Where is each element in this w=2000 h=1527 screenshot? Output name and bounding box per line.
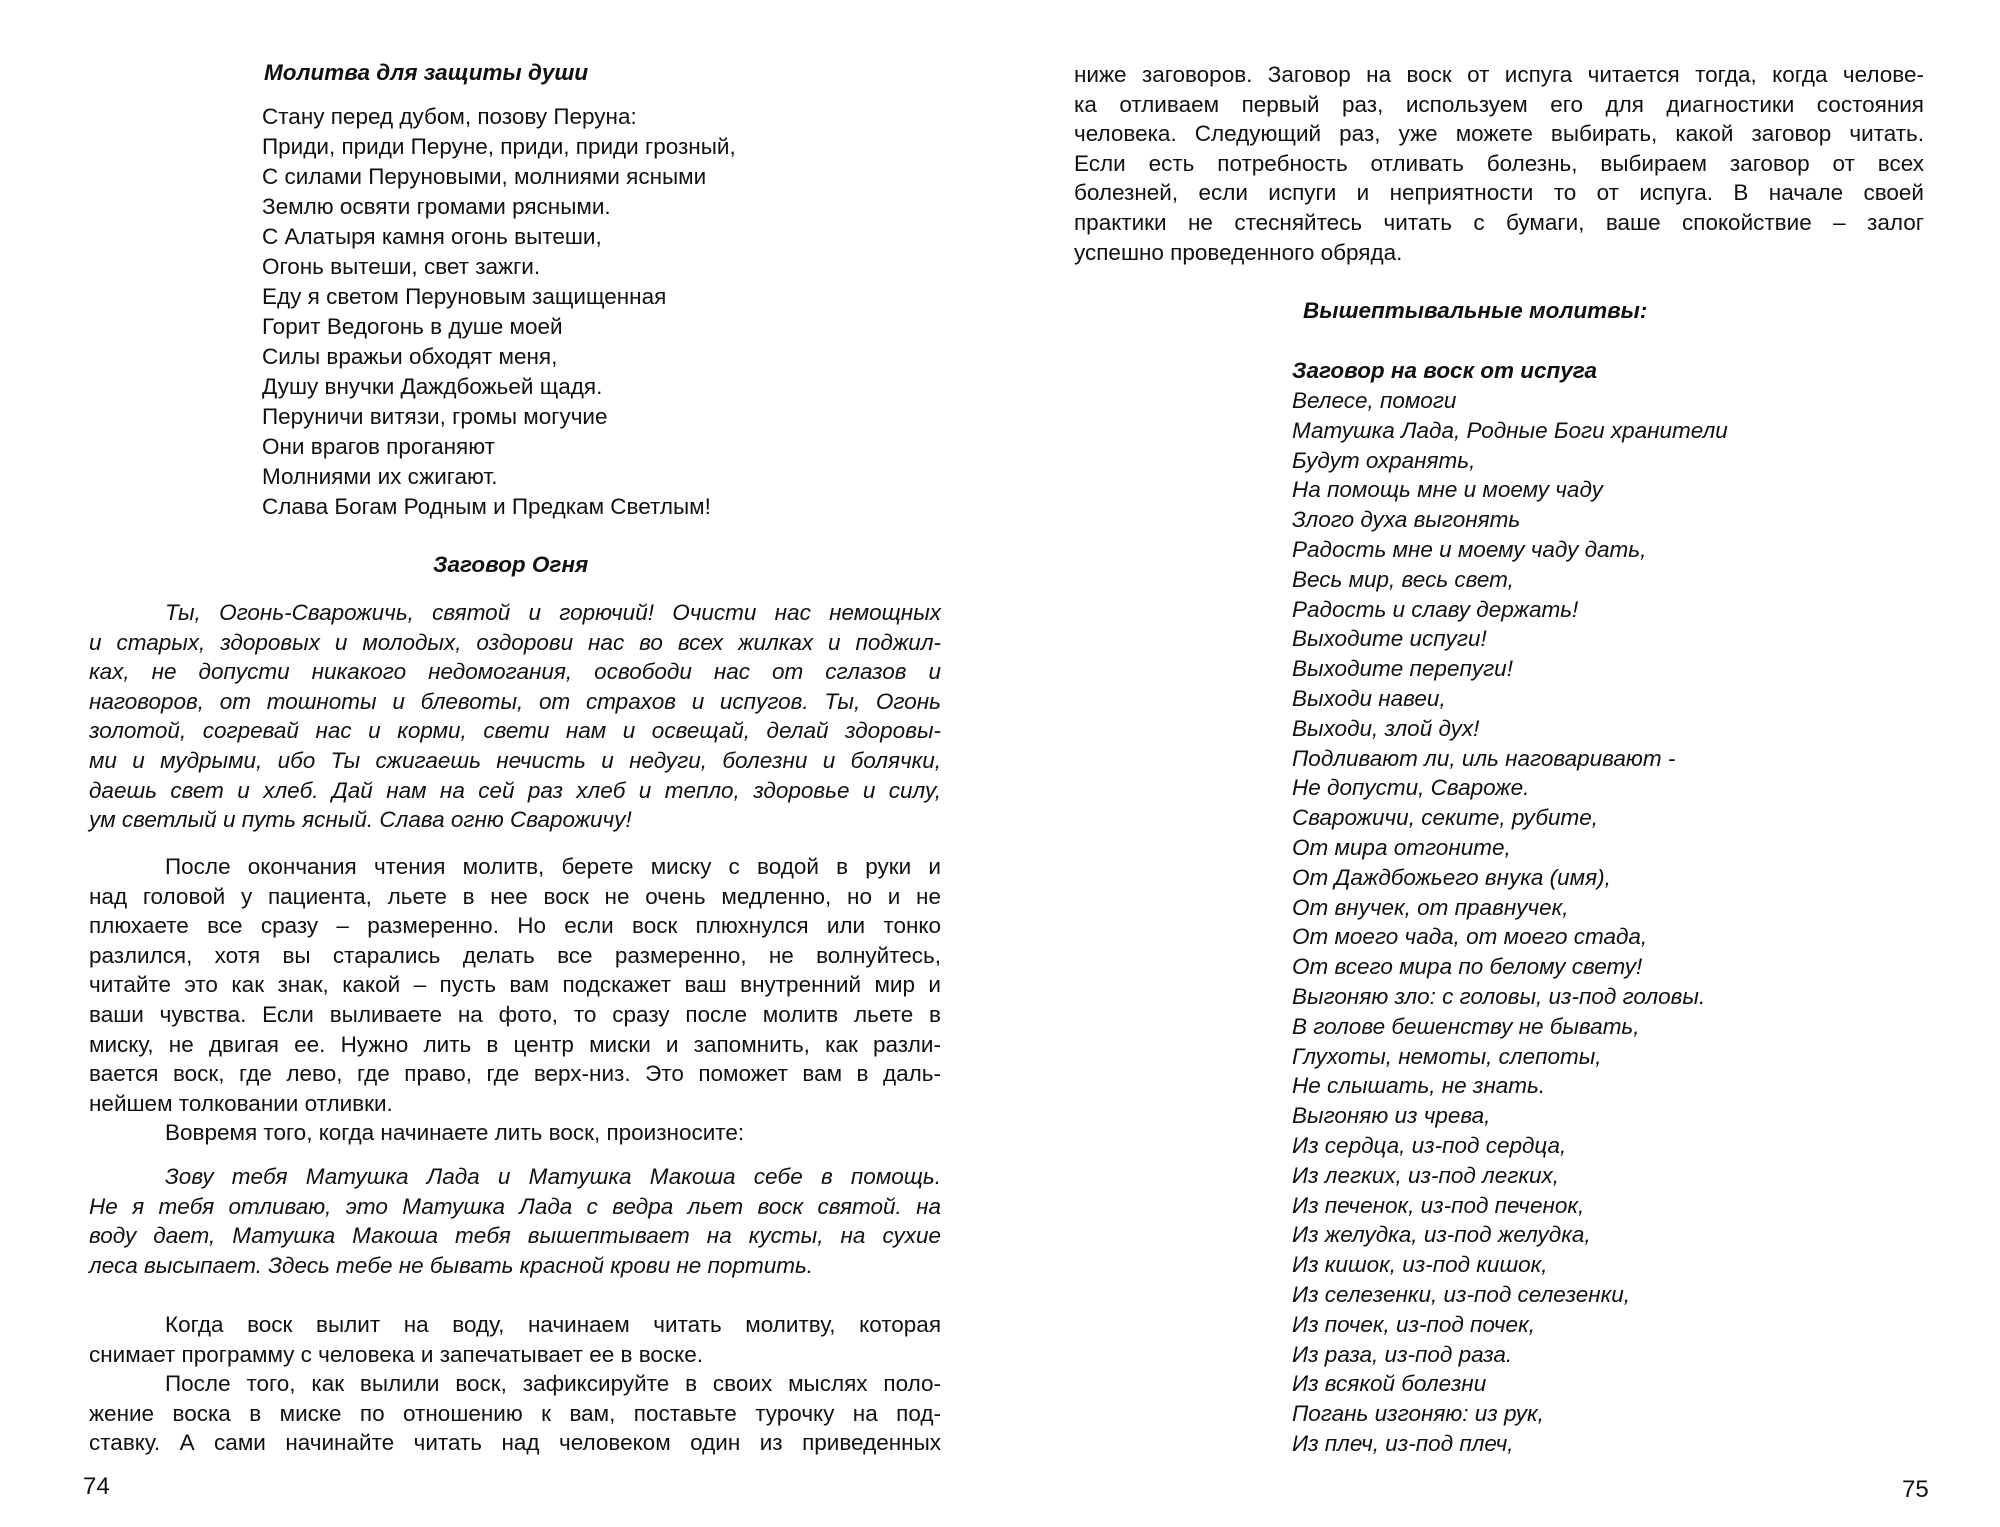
paragraph-line: болезней, если испуги и неприятности то от испуга. В начале своей xyxy=(1074,180,1924,206)
verse-line: От моего чада, от моего стада, xyxy=(1292,924,1648,950)
verse-line: Выходи, злой дух! xyxy=(1292,715,1480,741)
verse-line: Из почек, из-под почек, xyxy=(1292,1311,1535,1337)
verse-line: Из селезенки, из-под селезенки, xyxy=(1292,1281,1631,1307)
paragraph-line: миску, не двигая ее. Нужно лить в центр миски и запомнить, как разли- xyxy=(89,1031,941,1057)
page-number-right: 75 xyxy=(1902,1476,1929,1503)
paragraph-line: читайте это как знак, какой – пусть вам подскажет ваш внутренний мир и xyxy=(89,972,941,998)
paragraph-line: ка отливаем первый раз, используем его для диагностики состояния xyxy=(1074,91,1924,117)
paragraph-line: воду дает, Матушка Макоша тебя вышептывает на кусты, на сухие xyxy=(89,1223,941,1249)
paragraph-line: практики не стесняйтесь читать с бумаги, ваше спокойствие – залог xyxy=(1074,209,1924,235)
paragraph-line: ум светлый и путь ясный. Слава огню Сварожичу! xyxy=(89,807,632,833)
right-page xyxy=(1000,0,2000,1527)
paragraph-line: Зову тебя Матушка Лада и Матушка Макоша себе в помощь. xyxy=(165,1164,941,1189)
verse-line: Из печенок, из-под печенок, xyxy=(1292,1192,1585,1218)
verse-line: Подливают ли, иль наговаривают - xyxy=(1292,745,1676,771)
paragraph-line: Если есть потребность отливать болезнь, выбираем заговор от всех xyxy=(1074,150,1924,176)
verse-line: Стану перед дубом, позову Перуна: xyxy=(262,104,637,129)
verse-line: Велесе, помоги xyxy=(1292,388,1457,413)
verse-line: Радость и славу держать! xyxy=(1292,596,1579,622)
verse-line: Матушка Лада, Родные Боги хранители xyxy=(1292,417,1728,443)
verse-line: С Алатыря камня огонь вытеши, xyxy=(262,224,602,249)
verse-line: На помощь мне и моему чаду xyxy=(1292,477,1603,503)
verse-line: Выходите перепуги! xyxy=(1292,656,1513,682)
lada-spell-paragraph xyxy=(89,1162,941,1280)
paragraph-line: снимает программу с человека и запечатывает ее в воске. xyxy=(89,1341,704,1367)
paragraph-line: После окончания чтения молитв, берете миску с водой в руки и xyxy=(165,854,941,879)
page-number-left: 74 xyxy=(83,1473,110,1500)
verse-line: Глухоты, немоты, слепоты, xyxy=(1292,1043,1602,1069)
paragraph-line: плюхаете все сразу – размеренно. Но если воск плюхнулся или тонко xyxy=(89,913,941,939)
prayer-verse xyxy=(262,102,736,522)
fire-title: Заговор Огня xyxy=(433,552,589,577)
verse-line: Горит Ведогонь в душе моей xyxy=(262,314,563,339)
verse-line: Злого духа выгонять xyxy=(1292,507,1521,533)
verse-line: Будут охранять, xyxy=(1292,447,1476,473)
paragraph-line: леса высыпает. Здесь тебе не бывать красной крови не портить. xyxy=(89,1252,814,1278)
paragraph-line: ми и мудрыми, ибо Ты сжигаешь нечисть и недуги, болезни и болячки, xyxy=(89,747,941,773)
verse-line: В голове бешенству не бывать, xyxy=(1292,1013,1640,1039)
verse-line: Из легких, из-под легких, xyxy=(1292,1162,1559,1188)
verse-line: От мира отгоните, xyxy=(1292,834,1511,860)
verse-line: Душу внучки Даждбожьей щадя. xyxy=(262,374,603,399)
fire-prayer-paragraph xyxy=(89,598,941,835)
verse-line: Выходите испуги! xyxy=(1292,626,1487,652)
prayer-title: Молитва для защиты души xyxy=(264,60,589,85)
verse-line: Из всякой болезни xyxy=(1292,1371,1487,1397)
verse-line: Слава Богам Родным и Предкам Светлым! xyxy=(262,494,711,519)
paragraph-line: ниже заговоров. Заговор на воск от испуга читается тогда, когда челове- xyxy=(1074,62,1924,87)
verse-line: Выгоняю из чрева, xyxy=(1292,1103,1491,1129)
paragraph-line: жение воска в миске по отношению к вам, поставьте турочку на под- xyxy=(89,1400,941,1426)
verse-line: Из желудка, из-под желудка, xyxy=(1292,1222,1591,1248)
paragraph-line: наговоров, от тошноты и блевоты, от страхов и испугов. Ты, Огонь xyxy=(89,688,941,714)
paragraph-line: разлился, хотя вы старались делать все размеренно, не волнуйтесь, xyxy=(89,942,941,968)
verse-line: От Даждбожьего внука (имя), xyxy=(1292,864,1611,890)
verse-line: Из кишок, из-под кишок, xyxy=(1292,1252,1548,1278)
verse-line: С силами Перуновыми, молниями ясными xyxy=(262,164,707,189)
paragraph-line: человека. Следующий раз, уже можете выбирать, какой заговор читать. xyxy=(1074,121,1924,147)
paragraph-line: над головой у пациента, льете в нее воск не очень медленно, но и не xyxy=(89,883,941,909)
verse-line: Весь мир, весь свет, xyxy=(1292,566,1514,592)
spell-verse xyxy=(1292,386,1728,1459)
instructions-paragraph xyxy=(89,852,941,1148)
paragraph-line: Вовремя того, когда начинаете лить воск, произносите: xyxy=(165,1120,745,1146)
verse-line: Выходи навеи, xyxy=(1292,685,1446,711)
section-title: Вышептывальные молитвы: xyxy=(1303,298,1648,323)
final-paragraph xyxy=(89,1310,941,1458)
verse-line: Не слышать, не знать. xyxy=(1292,1073,1546,1099)
verse-line: Из раза, из-под раза. xyxy=(1292,1341,1513,1367)
paragraph-line: Когда воск вылит на воду, начинаем читать молитву, которая xyxy=(165,1312,941,1337)
verse-line: Перуничи витязи, громы могучие xyxy=(262,404,608,429)
verse-line: Из плеч, из-под плеч, xyxy=(1292,1430,1514,1456)
verse-line: Выгоняю зло: с головы, из-под головы. xyxy=(1292,983,1706,1009)
verse-line: Не допусти, Свароже. xyxy=(1292,775,1530,801)
paragraph-line: Не я тебя отливаю, это Матушка Лада с ведра льет воск святой. на xyxy=(89,1193,941,1219)
paragraph-line: ках, не допусти никакого недомогания, освободи нас от сглазов и xyxy=(89,659,941,685)
verse-line: Приди, приди Перуне, приди, приди грозный, xyxy=(262,134,736,159)
verse-line: От всего мира по белому свету! xyxy=(1292,954,1643,980)
verse-line: Силы вражьи обходят меня, xyxy=(262,344,558,369)
paragraph-line: и старых, здоровых и молодых, оздорови нас во всех жилках и поджил- xyxy=(89,629,941,655)
verse-line: Молниями их сжигают. xyxy=(262,464,498,489)
paragraph-line: Ты, Огонь-Сварожичь, святой и горючий! Очисти нас немощных xyxy=(165,600,941,625)
paragraph-line: успешно проведенного обряда. xyxy=(1074,239,1403,265)
intro-paragraph xyxy=(1074,60,1924,267)
paragraph-line: ваши чувства. Если выливаете на фото, то сразу после молитв льете в xyxy=(89,1001,941,1027)
spell-title: Заговор на воск от испуга xyxy=(1292,358,1597,383)
verse-line: Землю освяти громами рясными. xyxy=(262,194,611,219)
verse-line: Огонь вытеши, свет зажги. xyxy=(262,254,541,279)
verse-line: Погань изгоняю: из рук, xyxy=(1292,1401,1544,1427)
verse-line: Из сердца, из-под сердца, xyxy=(1292,1132,1567,1158)
paragraph-line: вается воск, где лево, где право, где верх-низ. Это поможет вам в даль- xyxy=(89,1061,941,1087)
paragraph-line: даешь свет и хлеб. Дай нам на сей раз хлеб и тепло, здоровье и силу, xyxy=(89,777,941,803)
verse-line: Сварожичи, секите, рубите, xyxy=(1292,805,1599,831)
verse-line: Они врагов проганяют xyxy=(262,434,495,459)
verse-line: Радость мне и моему чаду дать, xyxy=(1292,536,1647,562)
verse-line: Еду я светом Перуновым защищенная xyxy=(262,284,667,309)
paragraph-line: нейшем толковании отливки. xyxy=(89,1090,393,1116)
paragraph-line: После того, как вылили воск, зафиксируйте в своих мыслях поло- xyxy=(165,1371,941,1397)
paragraph-line: ставку. А сами начинайте читать над человеком один из приведенных xyxy=(89,1430,941,1456)
paragraph-line: золотой, согревай нас и корми, свети нам и освещай, делай здоровы- xyxy=(89,718,941,744)
verse-line: От внучек, от правнучек, xyxy=(1292,894,1569,920)
